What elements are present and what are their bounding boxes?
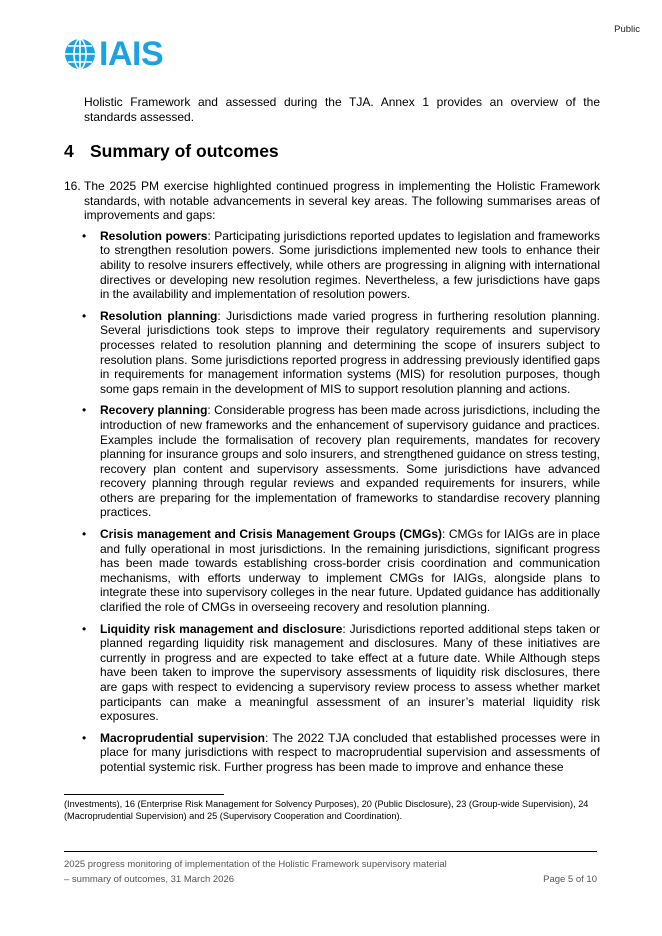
bullet-icon: • [82,228,87,243]
item-text: : CMGs for IAIGs are in place and fully operational in most jurisdictions. In the remaining jurisdictions, significant progress has been made towards establishing cross-border crisis coordination and communication mechanisms, with efforts underway to implement CMGs for IAIGs, alongside plans to integrate these into supervisory colleges in the near future. Updated guidance has additionally clarified the role of CMGs in overseeing recovery and resolution planning. [100,527,600,615]
item-title: Macroprudential supervision [100,730,265,745]
footer-line-2: – summary of outcomes, 31 March 2026 [64,874,235,885]
item-text: : Jurisdictions made varied progress in furthering resolution planning. Several jurisdictions took steps to improve their regulatory requirements and supervisory processes related to resolution planning and determining the scope of insurers subject to resolution plans. Some jurisdictions reported progress in addressing previously identified gaps in requirements for management information systems (MIS) for resolution purposes, though some gaps remain in the development of MIS to support resolution planning and actions. [100,308,601,396]
footer-line-1: 2025 progress monitoring of implementation of the Holistic Framework supervisory material [64,859,447,870]
globe-icon [64,38,96,70]
section-number: 4 [64,141,74,161]
bullet-icon: • [82,527,87,542]
item-text: : Jurisdictions reported additional steps taken or planned regarding liquidity risk management and disclosures. Many of these initiatives are currently in progress and are expected to take effect at a future date. While Although steps have been taken to improve the supervisory assessments of liquidity risk disclosures, there are gaps with respect to evidencing a supervisory review process to assess whether market participants can make a meaningful assessment of an insurer’s material liquidity risk exposures. [100,621,601,724]
iais-logo [64,35,164,73]
list-item [82,622,600,724]
section-title: Summary of outcomes [90,141,279,161]
section-heading [64,141,279,162]
item-text: : The 2022 TJA concluded that established processes were in place for many jurisdictions with respect to macroprudential supervision and assessments of potential systemic risk. Further progress has been made to improve and enhance these [100,730,600,774]
paragraph-text: The 2025 PM exercise highlighted continued progress in implementing the Holistic Framework standards, with notable advancements in several key areas. The following summarises areas of improvements and gaps: [84,179,600,223]
paragraph-number: 16. [64,179,81,193]
footer-divider [64,851,597,852]
item-title: Resolution planning [100,308,218,323]
continuation-text: Holistic Framework and assessed during the TJA. Annex 1 provides an overview of the standards assessed. [84,95,600,124]
list-item [82,527,600,615]
classification-label: Public [614,24,640,35]
item-title: Crisis management and Crisis Management Groups (CMGs) [100,527,443,542]
footnote-divider [64,794,224,795]
item-title: Resolution powers [100,228,208,243]
item-text: : Participating jurisdictions reported updates to legislation and frameworks to strengthen resolution powers. Some jurisdictions implemented new tools to enhance their ability to resolve insurers effectively, while others are progressing in aligning with international directives or developing new resolution regimes. Nevertheless, a few jurisdictions have gaps in the availability and implementation of resolution powers. [100,228,600,302]
list-item [82,229,600,302]
item-title: Liquidity risk management and disclosure [100,621,343,636]
page-number: Page 5 of 10 [543,874,597,885]
list-item [82,309,600,397]
paragraph-16 [64,179,600,223]
item-title: Recovery planning [100,403,208,418]
bullet-icon: • [82,308,87,323]
list-item [82,731,600,775]
bullet-icon: • [82,730,87,745]
footnote-text: (Investments), 16 (Enterprise Risk Management for Solvency Purposes), 20 (Public Disclosure), 23 (Group-wide Supervision), 24 (Macroprudential Supervision) and 25 (Supervisory Cooperation and Coordination). [64,799,589,821]
logo-text: IAIS [99,35,164,73]
item-text: : Considerable progress has been made across jurisdictions, including the introduction of new frameworks and the enhancement of supervisory guidance and practices. Examples include the formalisation of recovery plan requirements, mandates for recovery planning for insurance groups and solo insurers, and strengthened guidance on stress testing, recovery plan content and supervisory assessments. Some jurisdictions have advanced recovery planning through regular reviews and expanded requirements for insurers, while others are preparing for the implementation of frameworks to standardise recovery planning practices. [100,403,600,520]
bullet-icon: • [82,403,87,418]
section-body [64,179,600,782]
outcome-list [64,229,600,775]
list-item [82,403,600,520]
bullet-icon: • [82,621,87,636]
